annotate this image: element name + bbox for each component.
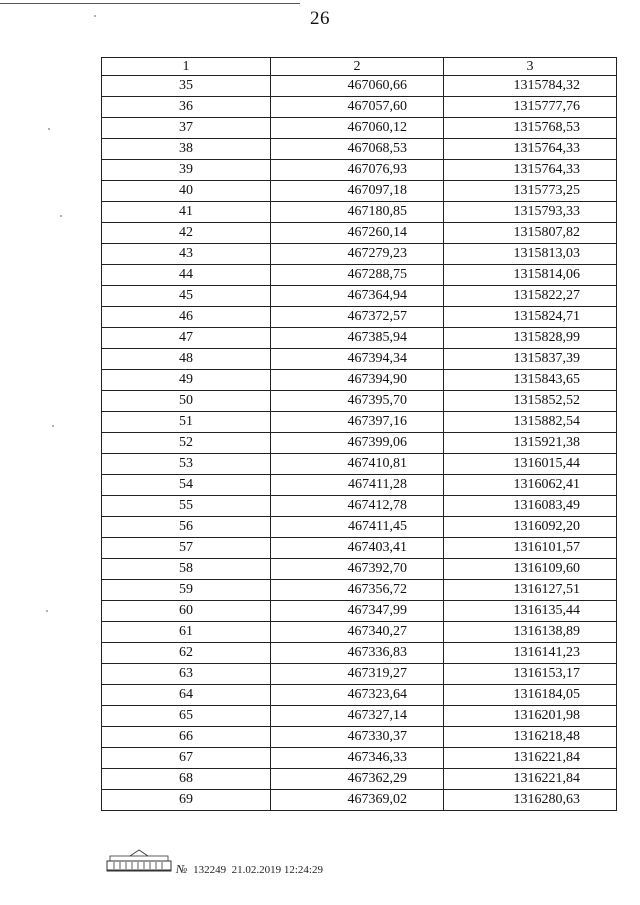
point-number-cell: 55 <box>102 496 271 517</box>
document-registration-line <box>176 862 323 877</box>
x-coordinate-cell: 467394,34 <box>271 349 444 370</box>
column-header: 1 <box>102 58 271 76</box>
x-coordinate-cell: 467412,78 <box>271 496 444 517</box>
table-row <box>102 538 617 559</box>
x-coordinate-cell: 467394,90 <box>271 370 444 391</box>
point-number-cell: 66 <box>102 727 271 748</box>
x-coordinate-cell: 467369,02 <box>271 790 444 811</box>
y-coordinate-cell: 1316092,20 <box>444 517 617 538</box>
y-coordinate-cell: 1315814,06 <box>444 265 617 286</box>
table-row <box>102 97 617 118</box>
x-coordinate-cell: 467397,16 <box>271 412 444 433</box>
table-row <box>102 286 617 307</box>
column-header: 2 <box>271 58 444 76</box>
x-coordinate-cell: 467410,81 <box>271 454 444 475</box>
y-coordinate-cell: 1316218,48 <box>444 727 617 748</box>
scan-speck <box>52 425 54 427</box>
y-coordinate-cell: 1315764,33 <box>444 139 617 160</box>
x-coordinate-cell: 467364,94 <box>271 286 444 307</box>
y-coordinate-cell: 1315807,82 <box>444 223 617 244</box>
point-number-cell: 35 <box>102 76 271 97</box>
table-row <box>102 202 617 223</box>
x-coordinate-cell: 467392,70 <box>271 559 444 580</box>
point-number-cell: 43 <box>102 244 271 265</box>
y-coordinate-cell: 1315773,25 <box>444 181 617 202</box>
table-row <box>102 328 617 349</box>
point-number-cell: 50 <box>102 391 271 412</box>
y-coordinate-cell: 1316221,84 <box>444 748 617 769</box>
number-sign: № <box>176 862 188 876</box>
x-coordinate-cell: 467060,66 <box>271 76 444 97</box>
y-coordinate-cell: 1315882,54 <box>444 412 617 433</box>
point-number-cell: 40 <box>102 181 271 202</box>
x-coordinate-cell: 467395,70 <box>271 391 444 412</box>
x-coordinate-cell: 467346,33 <box>271 748 444 769</box>
y-coordinate-cell: 1316135,44 <box>444 601 617 622</box>
table-row <box>102 76 617 97</box>
y-coordinate-cell: 1316201,98 <box>444 706 617 727</box>
x-coordinate-cell: 467399,06 <box>271 433 444 454</box>
table-row <box>102 370 617 391</box>
y-coordinate-cell: 1316280,63 <box>444 790 617 811</box>
x-coordinate-cell: 467057,60 <box>271 97 444 118</box>
table-row <box>102 139 617 160</box>
table-row <box>102 748 617 769</box>
point-number-cell: 44 <box>102 265 271 286</box>
x-coordinate-cell: 467260,14 <box>271 223 444 244</box>
page-number: 26 <box>310 8 330 29</box>
y-coordinate-cell: 1316015,44 <box>444 454 617 475</box>
y-coordinate-cell: 1315824,71 <box>444 307 617 328</box>
coordinates-table <box>101 57 617 811</box>
point-number-cell: 62 <box>102 643 271 664</box>
x-coordinate-cell: 467279,23 <box>271 244 444 265</box>
y-coordinate-cell: 1316221,84 <box>444 769 617 790</box>
x-coordinate-cell: 467323,64 <box>271 685 444 706</box>
y-coordinate-cell: 1316138,89 <box>444 622 617 643</box>
x-coordinate-cell: 467356,72 <box>271 580 444 601</box>
point-number-cell: 37 <box>102 118 271 139</box>
table-row <box>102 475 617 496</box>
x-coordinate-cell: 467327,14 <box>271 706 444 727</box>
point-number-cell: 46 <box>102 307 271 328</box>
x-coordinate-cell: 467097,18 <box>271 181 444 202</box>
registration-timestamp: 21.02.2019 12:24:29 <box>231 864 323 876</box>
scan-speck <box>46 610 48 612</box>
y-coordinate-cell: 1316184,05 <box>444 685 617 706</box>
point-number-cell: 49 <box>102 370 271 391</box>
y-coordinate-cell: 1316127,51 <box>444 580 617 601</box>
point-number-cell: 63 <box>102 664 271 685</box>
building-stamp-icon <box>106 848 172 872</box>
point-number-cell: 67 <box>102 748 271 769</box>
y-coordinate-cell: 1315777,76 <box>444 97 617 118</box>
table-row <box>102 496 617 517</box>
y-coordinate-cell: 1316141,23 <box>444 643 617 664</box>
table-row <box>102 790 617 811</box>
x-coordinate-cell: 467180,85 <box>271 202 444 223</box>
point-number-cell: 48 <box>102 349 271 370</box>
table-row <box>102 433 617 454</box>
point-number-cell: 68 <box>102 769 271 790</box>
x-coordinate-cell: 467411,28 <box>271 475 444 496</box>
point-number-cell: 61 <box>102 622 271 643</box>
table-row <box>102 223 617 244</box>
x-coordinate-cell: 467319,27 <box>271 664 444 685</box>
point-number-cell: 69 <box>102 790 271 811</box>
table-row <box>102 559 617 580</box>
top-scan-rule <box>0 3 300 4</box>
table-row <box>102 622 617 643</box>
x-coordinate-cell: 467336,83 <box>271 643 444 664</box>
scan-speck <box>48 128 50 130</box>
x-coordinate-cell: 467347,99 <box>271 601 444 622</box>
y-coordinate-cell: 1315784,32 <box>444 76 617 97</box>
x-coordinate-cell: 467411,45 <box>271 517 444 538</box>
y-coordinate-cell: 1315921,38 <box>444 433 617 454</box>
table-row <box>102 391 617 412</box>
table-row <box>102 118 617 139</box>
x-coordinate-cell: 467362,29 <box>271 769 444 790</box>
table-row <box>102 307 617 328</box>
x-coordinate-cell: 467068,53 <box>271 139 444 160</box>
y-coordinate-cell: 1315768,53 <box>444 118 617 139</box>
table-row <box>102 244 617 265</box>
table-row <box>102 727 617 748</box>
point-number-cell: 51 <box>102 412 271 433</box>
x-coordinate-cell: 467076,93 <box>271 160 444 181</box>
point-number-cell: 38 <box>102 139 271 160</box>
document-number: 132249 <box>193 864 227 876</box>
table-row <box>102 601 617 622</box>
point-number-cell: 41 <box>102 202 271 223</box>
y-coordinate-cell: 1316101,57 <box>444 538 617 559</box>
x-coordinate-cell: 467060,12 <box>271 118 444 139</box>
point-number-cell: 47 <box>102 328 271 349</box>
point-number-cell: 57 <box>102 538 271 559</box>
x-coordinate-cell: 467330,37 <box>271 727 444 748</box>
scan-speck <box>60 215 62 217</box>
x-coordinate-cell: 467288,75 <box>271 265 444 286</box>
point-number-cell: 39 <box>102 160 271 181</box>
y-coordinate-cell: 1315843,65 <box>444 370 617 391</box>
y-coordinate-cell: 1316062,41 <box>444 475 617 496</box>
y-coordinate-cell: 1315828,99 <box>444 328 617 349</box>
y-coordinate-cell: 1315764,33 <box>444 160 617 181</box>
point-number-cell: 65 <box>102 706 271 727</box>
point-number-cell: 45 <box>102 286 271 307</box>
table-row <box>102 580 617 601</box>
point-number-cell: 42 <box>102 223 271 244</box>
point-number-cell: 64 <box>102 685 271 706</box>
y-coordinate-cell: 1315822,27 <box>444 286 617 307</box>
point-number-cell: 58 <box>102 559 271 580</box>
table-row <box>102 685 617 706</box>
x-coordinate-cell: 467403,41 <box>271 538 444 559</box>
table-row <box>102 769 617 790</box>
column-header: 3 <box>444 58 617 76</box>
point-number-cell: 54 <box>102 475 271 496</box>
y-coordinate-cell: 1315837,39 <box>444 349 617 370</box>
point-number-cell: 53 <box>102 454 271 475</box>
table-header-row <box>102 58 617 76</box>
y-coordinate-cell: 1315852,52 <box>444 391 617 412</box>
table-row <box>102 349 617 370</box>
table-row <box>102 265 617 286</box>
point-number-cell: 56 <box>102 517 271 538</box>
point-number-cell: 60 <box>102 601 271 622</box>
point-number-cell: 36 <box>102 97 271 118</box>
table-row <box>102 664 617 685</box>
point-number-cell: 52 <box>102 433 271 454</box>
y-coordinate-cell: 1316153,17 <box>444 664 617 685</box>
y-coordinate-cell: 1316083,49 <box>444 496 617 517</box>
y-coordinate-cell: 1316109,60 <box>444 559 617 580</box>
x-coordinate-cell: 467385,94 <box>271 328 444 349</box>
x-coordinate-cell: 467340,27 <box>271 622 444 643</box>
point-number-cell: 59 <box>102 580 271 601</box>
table-row <box>102 412 617 433</box>
table-row <box>102 706 617 727</box>
y-coordinate-cell: 1315813,03 <box>444 244 617 265</box>
table-row <box>102 517 617 538</box>
table-row <box>102 160 617 181</box>
y-coordinate-cell: 1315793,33 <box>444 202 617 223</box>
table-body <box>102 76 617 811</box>
x-coordinate-cell: 467372,57 <box>271 307 444 328</box>
table-row <box>102 181 617 202</box>
table-row <box>102 454 617 475</box>
table-row <box>102 643 617 664</box>
